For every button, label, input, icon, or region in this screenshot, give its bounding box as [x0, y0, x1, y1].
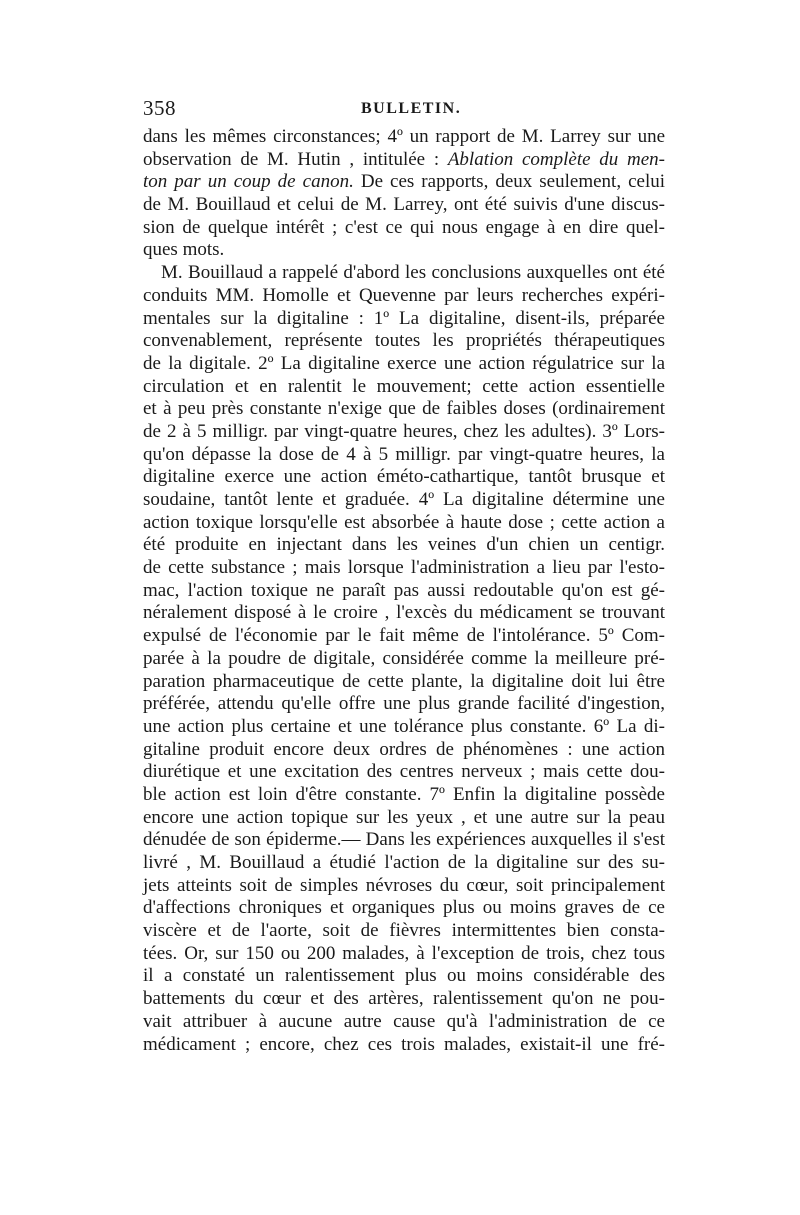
italic-title-cont: ton par un coup de canon. [143, 171, 354, 193]
page-number: 358 [143, 96, 176, 120]
text-line: et à peu près constante n'exige que de faibles doses (ordinairement [143, 398, 665, 420]
text-line: conduits MM. Homolle et Quevenne par leurs recherches expéri- [143, 284, 665, 306]
text-line: néralement disposé à le croire , l'excès du médicament se trouvant [143, 602, 665, 624]
text-line: soudaine, tantôt lente et graduée. 4º La digitaline détermine une [143, 489, 665, 510]
running-head: BULLETIN. [361, 100, 462, 117]
text-line: convenablement, représente toutes les propriétés thérapeutiques [143, 330, 665, 352]
page-header [143, 96, 663, 126]
text-line: ques mots. [143, 239, 225, 261]
body-text [143, 126, 665, 1056]
text-line: paration pharmaceutique de cette plante, la digitaline doit lui être [143, 670, 665, 692]
text-line: parée à la poudre de digitale, considérée comme la meilleure pré- [143, 647, 665, 669]
text-line: gitaline produit encore deux ordres de phénomènes : une action [143, 738, 665, 760]
text-line: médicament ; encore, chez ces trois malades, existait-il une fré- [143, 1033, 665, 1055]
text-line: sion de quelque intérêt ; c'est ce qui nous engage à en dire quel- [143, 216, 665, 238]
text-line: viscère et de l'aorte, soit de fièvres intermittentes bien consta- [143, 920, 665, 942]
text-line: encore une action topique sur les yeux , et une autre sur la peau [143, 806, 665, 828]
text-line: tées. Or, sur 150 ou 200 malades, à l'exception de trois, chez tous [143, 942, 665, 964]
text-line: mac, l'action toxique ne paraît pas aussi redoutable qu'on est gé- [143, 579, 665, 601]
text-line: préférée, attendu qu'elle offre une plus grande facilité d'ingestion, [143, 693, 665, 715]
text-line: jets atteints soit de simples névroses du cœur, soit principalement [143, 874, 665, 896]
text-line: dans les mêmes circonstances; 4º un rapport de M. Larrey sur une [143, 126, 665, 147]
text-line: il a constaté un ralentissement plus ou moins considérable des [143, 965, 665, 987]
text-line: circulation et en ralentit le mouvement; cette action essentielle [143, 375, 665, 397]
text-fragment: observation de M. Hutin , intitulée : [143, 148, 440, 170]
text-line: de la digitale. 2º La digitaline exerce une action régulatrice sur la [143, 352, 665, 374]
text-line: de M. Bouillaud et celui de M. Larrey, ont été suivis d'une discus- [143, 194, 665, 216]
text-line: une action plus certaine et une tolérance plus constante. 6º La di- [143, 715, 665, 737]
text-line: diurétique et une excitation des centres nerveux ; mais cette dou- [143, 761, 665, 783]
text-line: expulsé de l'économie par le fait même de l'intolérance. 5º Com- [143, 625, 665, 647]
text-line: de 2 à 5 milligr. par vingt-quatre heures, chez les adultes). 3º Lors- [143, 420, 665, 442]
paragraph-start: M. Bouillaud a rappelé d'abord les conclusions auxquelles ont été [161, 262, 665, 284]
text-line: d'affections chroniques et organiques plus ou moins graves de ce [143, 897, 665, 919]
text-line: ble action est loin d'être constante. 7º Enfin la digitaline possède [143, 783, 665, 805]
text-line: livré , M. Bouillaud a étudié l'action de la digitaline sur des su- [143, 852, 665, 873]
text-line [143, 171, 665, 194]
text-line: digitaline exerce une action éméto-cathartique, tantôt brusque et [143, 466, 665, 488]
text-line: action toxique lorsqu'elle est absorbée à haute dose ; cette action a [143, 511, 665, 533]
text-line: vait attribuer à aucune autre cause qu'à l'administration de ce [143, 1010, 665, 1032]
text-line: de cette substance ; mais lorsque l'administration a lieu par l'esto- [143, 557, 665, 579]
text-line: mentales sur la digitaline : 1º La digitaline, disent-ils, préparée [143, 307, 665, 329]
text-line: été produite en injectant dans les veines d'un chien un centigr. [143, 534, 665, 556]
text-line [143, 149, 665, 172]
text-line: battements du cœur et des artères, ralentissement qu'on ne pou- [143, 988, 665, 1010]
text-line: dénudée de son épiderme.— Dans les expériences auxquelles il s'est [143, 829, 665, 851]
text-fragment: De ces rapports, deux seulement, celui [360, 171, 666, 193]
text-line: qu'on dépasse la dose de 4 à 5 milligr. par vingt-quatre heures, la [143, 443, 665, 465]
italic-title: Ablation complète du men- [447, 148, 665, 170]
